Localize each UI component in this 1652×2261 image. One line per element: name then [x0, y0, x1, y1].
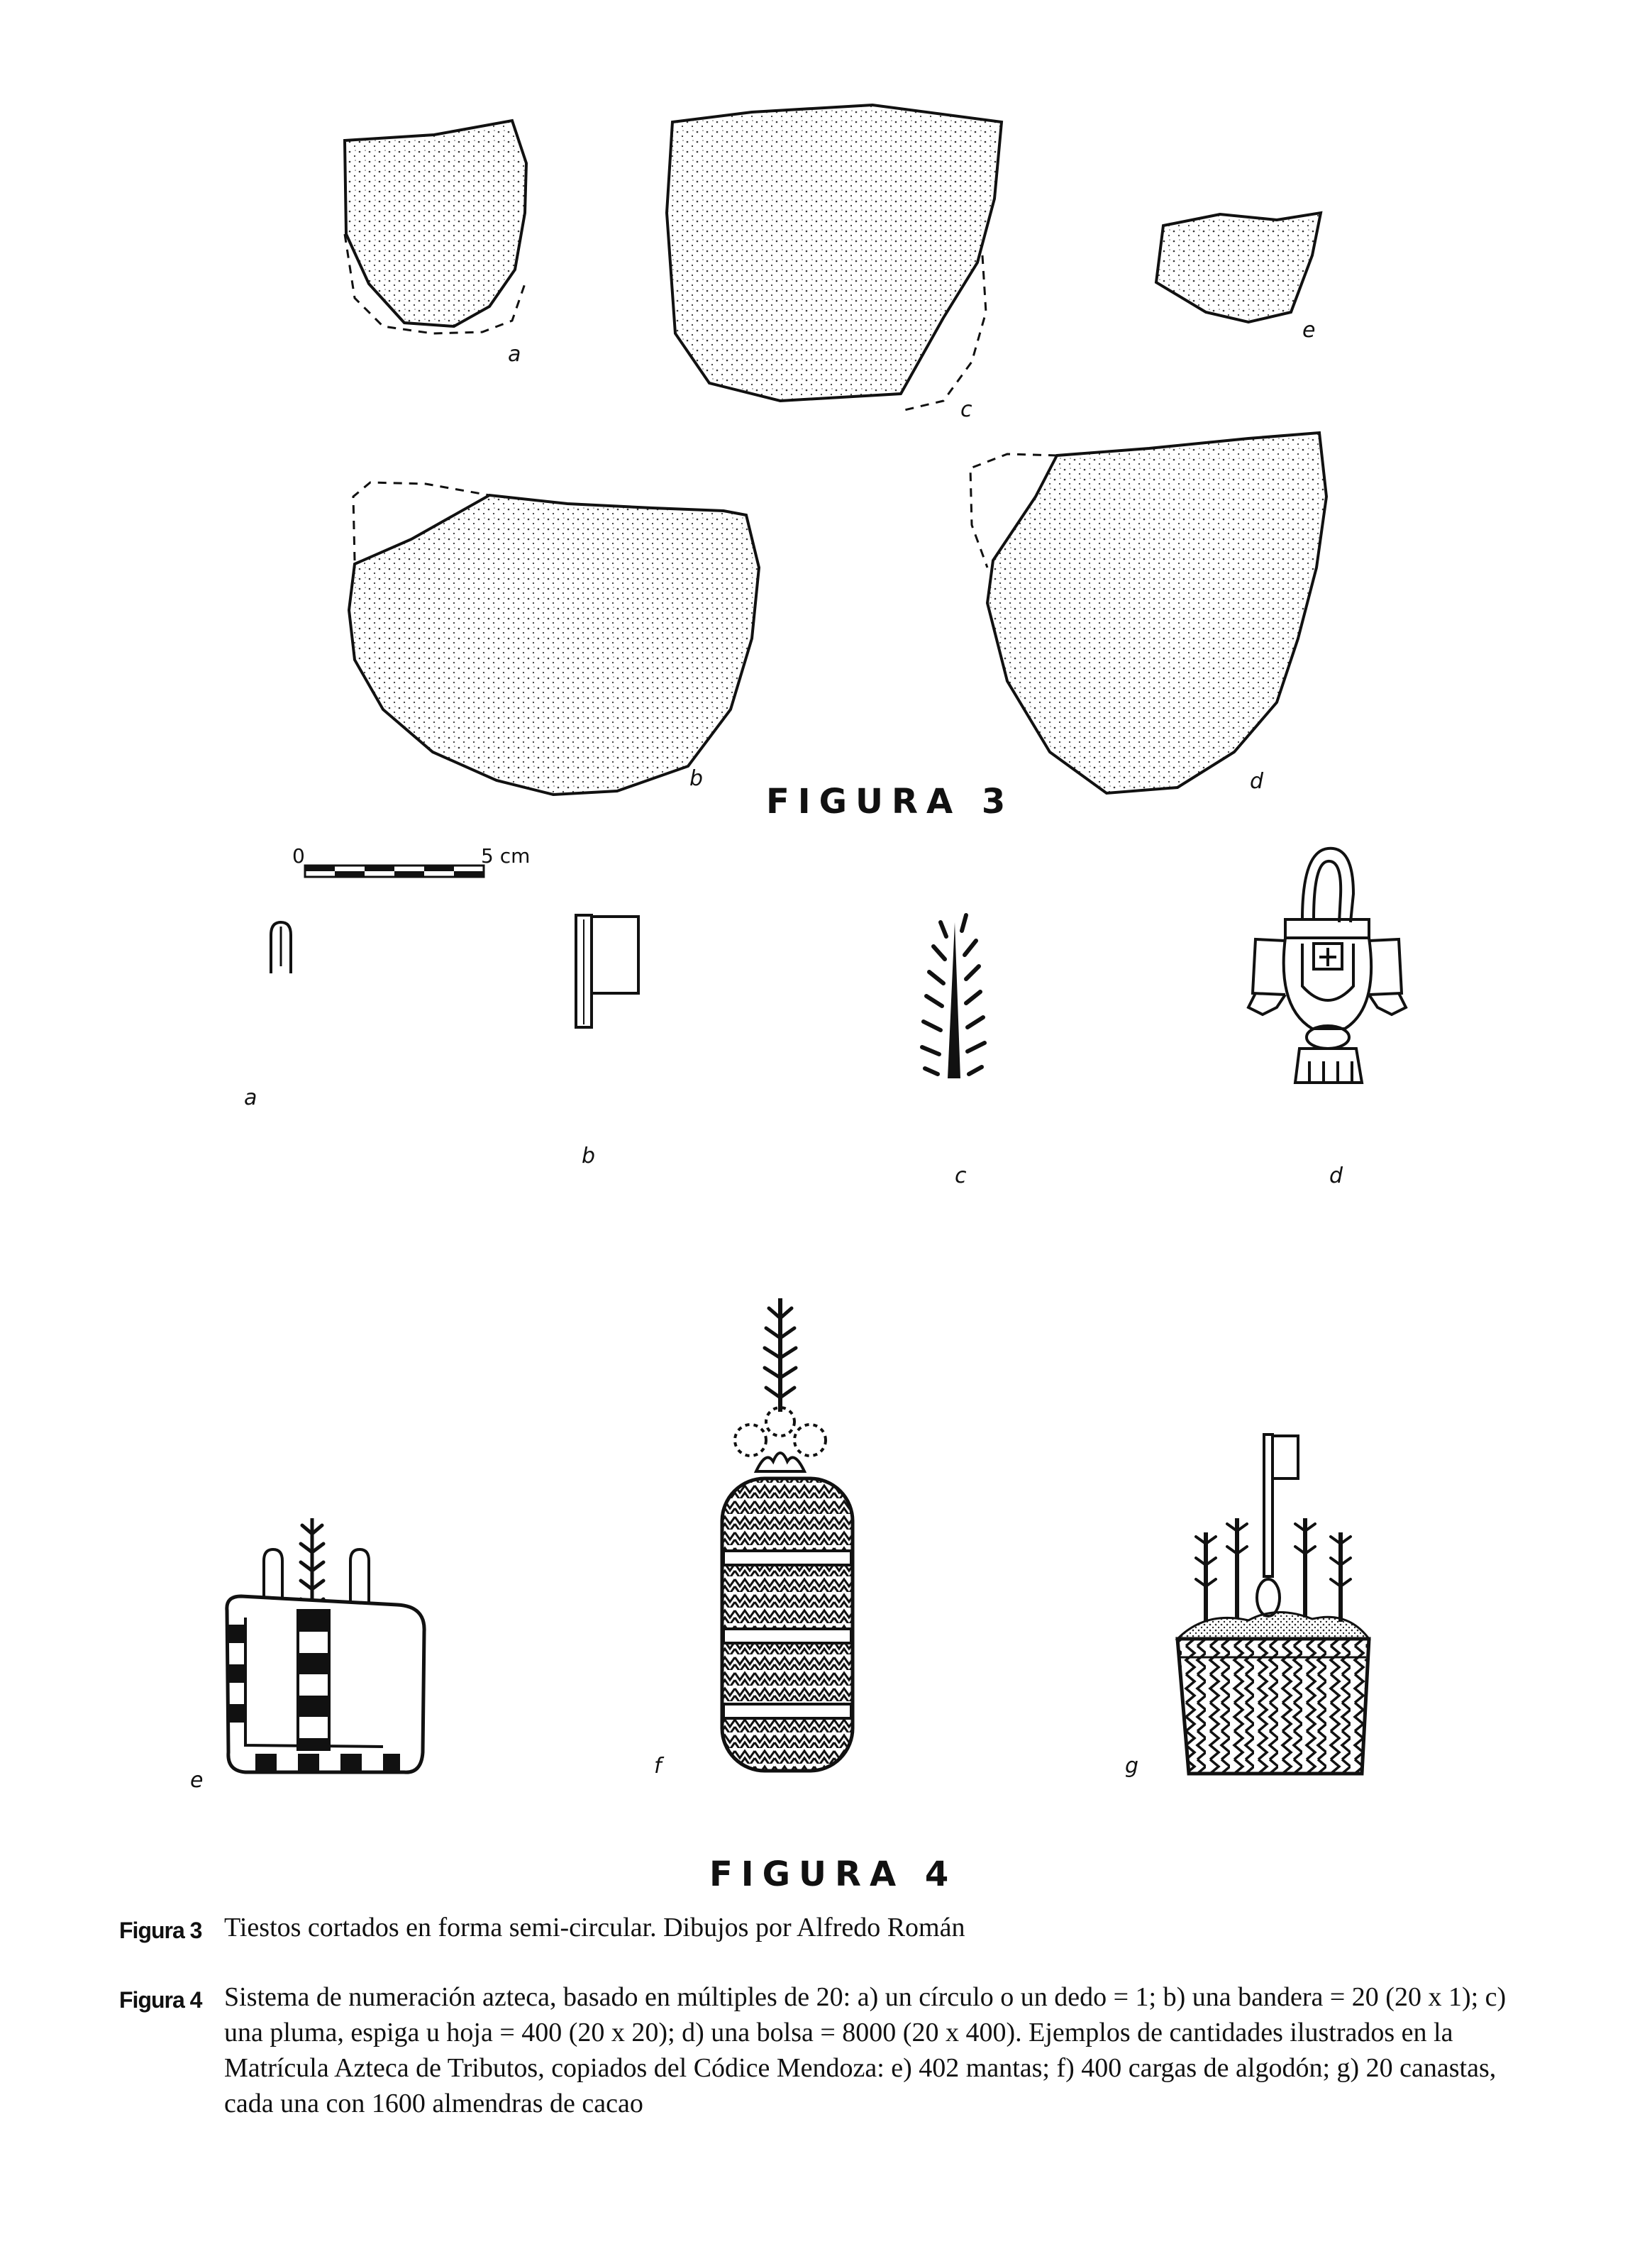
sherd-b [349, 482, 759, 795]
bag-glyph [1248, 848, 1406, 1083]
glyph-c-label: c [955, 1163, 967, 1188]
feather-glyph [922, 915, 985, 1078]
caption-key: Figura 3 [119, 1918, 202, 1943]
sherd-d [970, 433, 1326, 793]
scale-bar [305, 866, 484, 877]
figure-3-title: FIGURA 3 [766, 782, 1014, 822]
caption-key: Figura 4 [119, 1987, 202, 2013]
figure-4-title: FIGURA 4 [709, 1854, 958, 1894]
mantas-glyph [227, 1518, 424, 1772]
caption-text: Tiestos cortados en forma semi-circular. Dibujos por Alfredo Román [224, 1913, 965, 1942]
sherd-a-label: a [508, 342, 521, 367]
example-e-label: e [190, 1768, 204, 1793]
finger-glyph [271, 922, 291, 973]
glyph-b-label: b [582, 1144, 596, 1168]
figure-4-caption [119, 1979, 1531, 2121]
flag-glyph [576, 915, 638, 1027]
sherd-b-label: b [689, 766, 704, 791]
scale-end-label: 5 cm [481, 844, 531, 868]
cotton-bale-glyph [722, 1298, 853, 1771]
example-g-label: g [1125, 1754, 1139, 1779]
sherd-a [345, 121, 526, 333]
scale-zero-label: 0 [292, 844, 305, 868]
example-f-label: f [654, 1754, 662, 1779]
sherd-c [667, 105, 1002, 410]
sherd-c-label: c [960, 397, 972, 422]
glyph-a-label: a [244, 1085, 257, 1110]
sherd-e-label: e [1302, 318, 1316, 343]
sherd-e [1156, 213, 1321, 322]
glyph-d-label: d [1329, 1163, 1343, 1188]
figure-3-caption [119, 1910, 1531, 1948]
cacao-basket-glyph [1177, 1434, 1369, 1774]
sherd-d-label: d [1250, 769, 1264, 794]
caption-text: Sistema de numeración azteca, basado en múltiples de 20: a) un círculo o un dedo = 1; b) una bandera = 20 (20 x 1); c) una pluma, espiga u hoja = 400 (20 x 20); d) una bolsa = 8000 (20 x 400). Ejemplos de cantidades ilustrados en la Matrícula Azteca de Tributos, copiados del Códice Mendoza: e) 402 mantas; f) 400 cargas de algodón; g) 20 canastas, cada una con 1600 almendras de cacao [224, 1982, 1507, 2118]
